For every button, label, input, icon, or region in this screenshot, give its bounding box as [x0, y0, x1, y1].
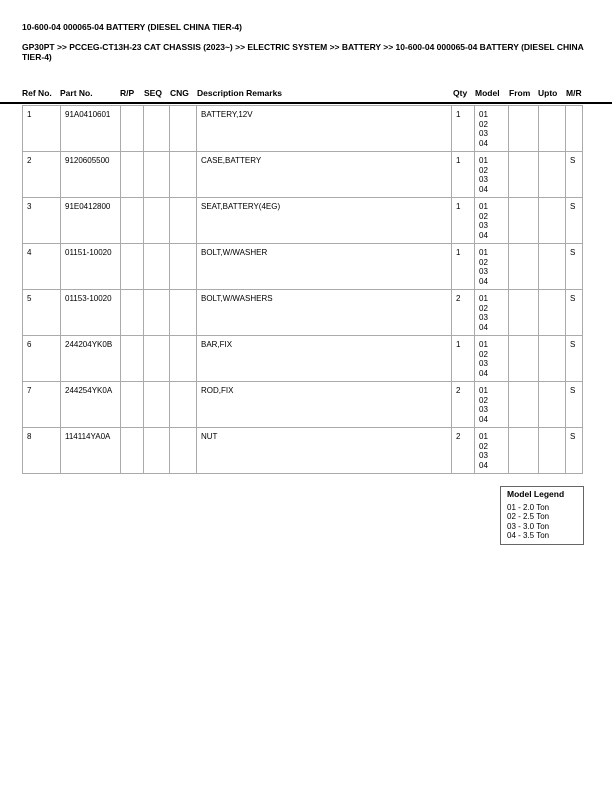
cell-seq	[144, 106, 170, 152]
cell-part: 244204YK0B	[61, 336, 121, 382]
cell-cng	[170, 428, 197, 474]
cell-models	[475, 152, 509, 198]
cell-mr	[566, 106, 583, 152]
cell-desc: BAR,FIX	[197, 336, 452, 382]
cell-qty: 1	[452, 244, 475, 290]
cell-ref: 3	[23, 198, 61, 244]
cell-seq	[144, 198, 170, 244]
column-header: Description Remarks	[197, 88, 283, 98]
cell-cng	[170, 152, 197, 198]
cell-part: 91A0410601	[61, 106, 121, 152]
cell-from	[509, 106, 539, 152]
cell-seq	[144, 290, 170, 336]
model-code: 04	[479, 230, 488, 240]
breadcrumb: GP30PT >> PCCEG-CT13H-23 CAT CHASSIS (2023~) >> ELECTRIC SYSTEM >> BATTERY >> 10-600-04 000065-04 BATTERY (DIESEL CHINA TIER-4)	[22, 42, 584, 62]
cell-seq	[144, 382, 170, 428]
model-code: 02	[479, 211, 488, 221]
cell-cng	[170, 290, 197, 336]
cell-mr: S	[566, 382, 583, 428]
model-code: 03	[479, 405, 488, 414]
column-header: Upto	[538, 88, 558, 98]
cell-rp	[121, 382, 144, 428]
model-code: 04	[479, 368, 488, 378]
table-row	[23, 428, 583, 474]
cell-from	[509, 290, 539, 336]
cell-cng	[170, 106, 197, 152]
legend-item: 04 - 3.5 Ton	[507, 531, 550, 540]
cell-qty: 1	[452, 152, 475, 198]
model-code: 04	[479, 322, 488, 332]
cell-mr: S	[566, 428, 583, 474]
model-code: 03	[479, 451, 488, 460]
cell-part: 01153-10020	[61, 290, 121, 336]
cell-cng	[170, 198, 197, 244]
model-code: 04	[479, 276, 488, 286]
cell-from	[509, 152, 539, 198]
cell-cng	[170, 382, 197, 428]
model-legend	[500, 486, 584, 545]
page-title: 10-600-04 000065-04 BATTERY (DIESEL CHINA TIER-4)	[22, 22, 242, 32]
model-code: 02	[479, 395, 488, 405]
cell-rp	[121, 198, 144, 244]
cell-models	[475, 290, 509, 336]
cell-models	[475, 336, 509, 382]
model-code: 02	[479, 349, 488, 359]
cell-desc: ROD,FIX	[197, 382, 452, 428]
cell-qty: 2	[452, 382, 475, 428]
model-code: 01	[479, 110, 488, 119]
model-code: 03	[479, 129, 488, 138]
cell-seq	[144, 152, 170, 198]
cell-desc: SEAT,BATTERY(4EG)	[197, 198, 452, 244]
table-row	[23, 244, 583, 290]
model-code: 03	[479, 267, 488, 276]
cell-rp	[121, 336, 144, 382]
model-code: 03	[479, 175, 488, 184]
cell-rp	[121, 152, 144, 198]
cell-models	[475, 428, 509, 474]
cell-rp	[121, 428, 144, 474]
model-code: 01	[479, 248, 488, 257]
cell-seq	[144, 244, 170, 290]
table-row	[23, 106, 583, 152]
model-code: 03	[479, 221, 488, 230]
model-code: 01	[479, 156, 488, 165]
cell-mr: S	[566, 198, 583, 244]
model-code: 03	[479, 359, 488, 368]
cell-qty: 2	[452, 290, 475, 336]
cell-rp	[121, 106, 144, 152]
legend-item: 02 - 2.5 Ton	[507, 512, 550, 521]
cell-mr: S	[566, 290, 583, 336]
cell-upto	[539, 290, 566, 336]
cell-mr: S	[566, 244, 583, 290]
cell-from	[509, 244, 539, 290]
model-code: 02	[479, 165, 488, 175]
column-header: SEQ	[144, 88, 162, 98]
model-code: 01	[479, 386, 488, 395]
column-header: Ref No.	[22, 88, 52, 98]
cell-qty: 1	[452, 336, 475, 382]
cell-rp	[121, 290, 144, 336]
cell-desc: BOLT,W/WASHERS	[197, 290, 452, 336]
table-row	[23, 382, 583, 428]
column-header: R/P	[120, 88, 135, 98]
cell-desc: NUT	[197, 428, 452, 474]
cell-ref: 4	[23, 244, 61, 290]
legend-title: Model Legend	[507, 489, 565, 499]
model-code: 02	[479, 119, 488, 129]
model-code: 04	[479, 414, 488, 424]
cell-ref: 5	[23, 290, 61, 336]
cell-upto	[539, 198, 566, 244]
cell-from	[509, 382, 539, 428]
model-code: 02	[479, 303, 488, 313]
cell-ref: 7	[23, 382, 61, 428]
cell-from	[509, 198, 539, 244]
table-row	[23, 198, 583, 244]
cell-qty: 2	[452, 428, 475, 474]
cell-ref: 2	[23, 152, 61, 198]
cell-upto	[539, 152, 566, 198]
cell-models	[475, 382, 509, 428]
cell-models	[475, 244, 509, 290]
column-header: M/R	[566, 88, 582, 98]
cell-part: 91E0412800	[61, 198, 121, 244]
cell-upto	[539, 382, 566, 428]
model-code: 03	[479, 313, 488, 322]
table-row	[23, 152, 583, 198]
column-header: CNG	[170, 88, 189, 98]
cell-seq	[144, 428, 170, 474]
column-header: Part No.	[60, 88, 93, 98]
column-header: Qty	[453, 88, 468, 98]
cell-upto	[539, 106, 566, 152]
cell-cng	[170, 244, 197, 290]
cell-upto	[539, 336, 566, 382]
model-code: 01	[479, 202, 488, 211]
legend-item: 01 - 2.0 Ton	[507, 502, 550, 512]
cell-part: 01151-10020	[61, 244, 121, 290]
cell-upto	[539, 244, 566, 290]
cell-cng	[170, 336, 197, 382]
model-code: 04	[479, 138, 488, 148]
cell-ref: 1	[23, 106, 61, 152]
cell-mr: S	[566, 336, 583, 382]
cell-seq	[144, 336, 170, 382]
cell-from	[509, 336, 539, 382]
model-code: 02	[479, 257, 488, 267]
model-code: 04	[479, 184, 488, 194]
cell-qty: 1	[452, 198, 475, 244]
cell-models	[475, 198, 509, 244]
column-header: Model	[475, 88, 500, 98]
cell-from	[509, 428, 539, 474]
cell-desc: CASE,BATTERY	[197, 152, 452, 198]
model-code: 04	[479, 460, 488, 470]
cell-part: 244254YK0A	[61, 382, 121, 428]
cell-desc: BOLT,W/WASHER	[197, 244, 452, 290]
cell-upto	[539, 428, 566, 474]
cell-models	[475, 106, 509, 152]
cell-part: 114114YA0A	[61, 428, 121, 474]
cell-ref: 6	[23, 336, 61, 382]
cell-desc: BATTERY,12V	[197, 106, 452, 152]
legend-item: 03 - 3.0 Ton	[507, 521, 550, 531]
cell-rp	[121, 244, 144, 290]
cell-part: 9120605500	[61, 152, 121, 198]
model-code: 01	[479, 294, 488, 303]
column-header: From	[509, 88, 531, 98]
model-code: 01	[479, 432, 488, 441]
parts-table	[22, 105, 583, 474]
table-row	[23, 336, 583, 382]
model-code: 01	[479, 340, 488, 349]
cell-mr: S	[566, 152, 583, 198]
table-row	[23, 290, 583, 336]
model-code: 02	[479, 441, 488, 451]
cell-qty: 1	[452, 106, 475, 152]
header-rule	[0, 102, 612, 104]
cell-ref: 8	[23, 428, 61, 474]
